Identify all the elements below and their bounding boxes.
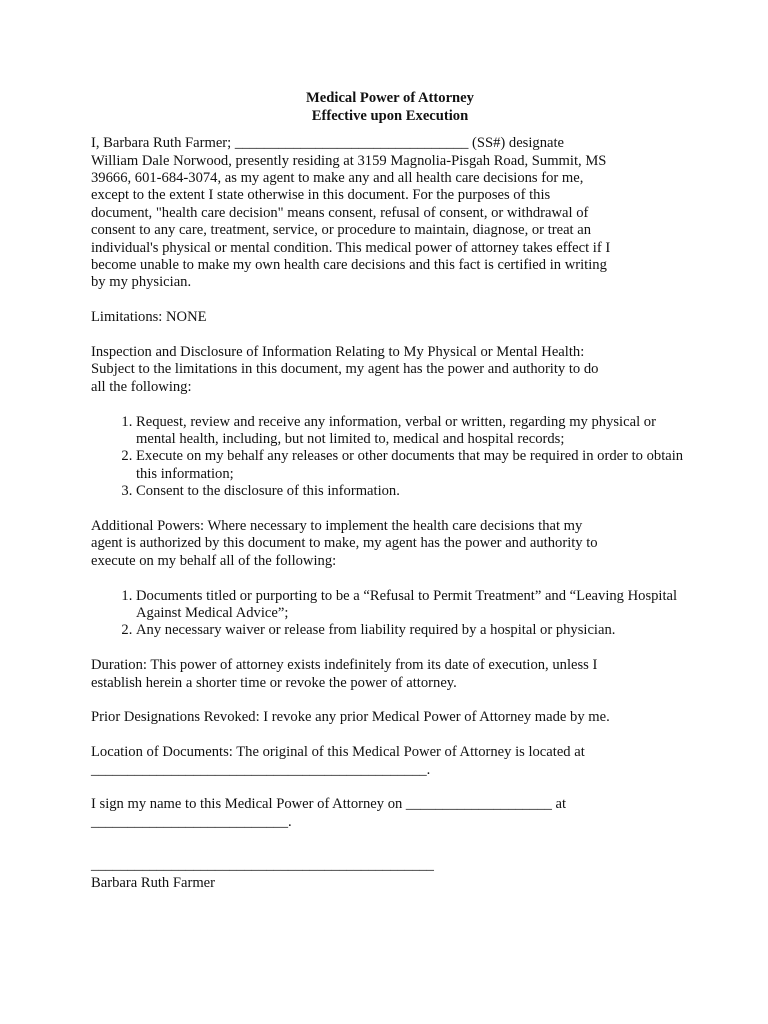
additional-line: execute on my behalf all of the following: [91,552,337,569]
location-line: ______________________________________________. [91,761,431,778]
document-title [89,90,691,125]
intro-line: 39666, 601-684-3074, as my agent to make any and all health care decisions for me, [91,170,584,186]
intro-line: consent to any care, treatment, service, or procedure to maintain, diagnose, or treat an [91,222,592,239]
signature-block [91,857,691,892]
list-item: 1. Documents titled or purporting to be a “Refusal to Permit Treatment” and “Leaving Hospital Against Medical Advice”; [136,588,691,623]
inspection-list [91,414,691,501]
intro-line: document, "health care decision" means consent, refusal of consent, or withdrawal of [91,204,589,221]
location-line: Location of Documents: The original of this Medical Power of Attorney is located at [91,744,585,761]
list-item: 1. Request, review and receive any information, verbal or written, regarding my physical or mental health, including, but not limited to, medical and hospital records; [136,414,691,449]
title-line-2: Effective upon Execution [311,107,469,124]
intro-line: except to the extent I state otherwise in this document. For the purposes of this [91,187,551,204]
additional-line: Additional Powers: Where necessary to implement the health care decisions that my [91,518,583,535]
intro-line: become unable to make my own health care decisions and this fact is certified in writing [91,257,607,274]
signing-paragraph [91,796,691,831]
duration-paragraph [91,657,691,692]
title-line-1: Medical Power of Attorney [306,90,474,106]
additional-powers-paragraph [91,518,691,570]
signing-line: I sign my name to this Medical Power of Attorney on ____________________ at [91,796,567,813]
intro-line: by my physician. [91,274,192,291]
list-item: 2. Execute on my behalf any releases or other documents that may be required in order to obtain this information; [136,448,691,483]
intro-paragraph [91,135,691,292]
intro-line: individual's physical or mental condition. This medical power of attorney takes effect if I [91,239,611,256]
prior-designations-paragraph: Prior Designations Revoked: I revoke any prior Medical Power of Attorney made by me. [91,709,610,726]
inspection-line: Inspection and Disclosure of Information Relating to My Physical or Mental Health: [91,344,585,361]
signing-line: ___________________________. [91,813,292,830]
duration-line: establish herein a shorter time or revoke the power of attorney. [91,674,457,691]
additional-powers-list [91,588,691,640]
limitations-paragraph: Limitations: NONE [91,309,207,326]
signer-name: Barbara Ruth Farmer [91,874,216,891]
inspection-paragraph [91,344,691,396]
document-page [91,90,691,892]
intro-line: I, Barbara Ruth Farmer; ________________________________ (SS#) designate [91,135,565,152]
duration-line: Duration: This power of attorney exists indefinitely from its date of execution, unless I [91,657,598,674]
list-item: 2. Any necessary waiver or release from liability required by a hospital or physician. [136,622,691,639]
intro-line: William Dale Norwood, presently residing at 3159 Magnolia-Pisgah Road, Summit, MS [91,152,607,169]
inspection-line: Subject to the limitations in this document, my agent has the power and authority to do [91,361,599,378]
inspection-line: all the following: [91,378,192,395]
additional-line: agent is authorized by this document to make, my agent has the power and authority to [91,535,598,552]
signature-line: _______________________________________________ [91,857,434,874]
location-paragraph [91,744,691,779]
list-item: 3. Consent to the disclosure of this information. [136,483,691,500]
